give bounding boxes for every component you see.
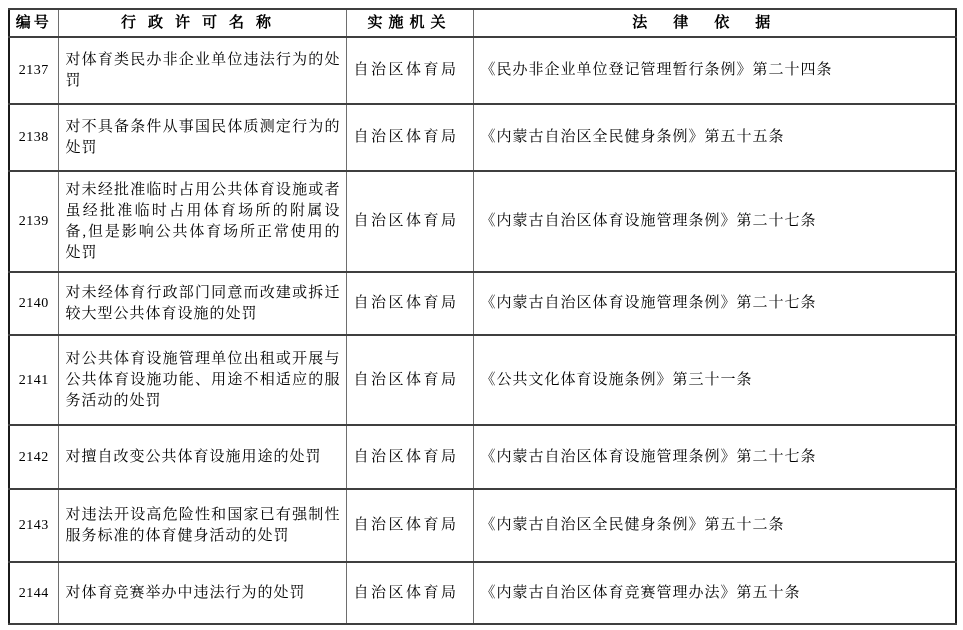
cell-name: 对擅自改变公共体育设施用途的处罚 bbox=[58, 425, 346, 489]
cell-name: 对体育竞赛举办中违法行为的处罚 bbox=[58, 562, 346, 624]
cell-name: 对体育类民办非企业单位违法行为的处罚 bbox=[58, 37, 346, 104]
table-row bbox=[9, 104, 956, 171]
cell-agency: 自治区体育局 bbox=[346, 104, 473, 171]
cell-legal: 《公共文化体育设施条例》第三十一条 bbox=[473, 335, 956, 425]
table-header-row bbox=[9, 9, 956, 37]
cell-agency: 自治区体育局 bbox=[346, 425, 473, 489]
header-id: 编号 bbox=[9, 9, 58, 37]
table-row bbox=[9, 171, 956, 272]
cell-legal: 《内蒙古自治区体育设施管理条例》第二十七条 bbox=[473, 272, 956, 335]
cell-name: 对公共体育设施管理单位出租或开展与公共体育设施功能、用途不相适应的服务活动的处罚 bbox=[58, 335, 346, 425]
table-row bbox=[9, 489, 956, 562]
cell-legal: 《民办非企业单位登记管理暂行条例》第二十四条 bbox=[473, 37, 956, 104]
cell-id: 2141 bbox=[9, 335, 58, 425]
cell-id: 2144 bbox=[9, 562, 58, 624]
table-row bbox=[9, 425, 956, 489]
cell-agency: 自治区体育局 bbox=[346, 562, 473, 624]
header-legal: 法律依据 bbox=[473, 9, 956, 37]
cell-name: 对未经体育行政部门同意而改建或拆迁较大型公共体育设施的处罚 bbox=[58, 272, 346, 335]
cell-id: 2140 bbox=[9, 272, 58, 335]
header-name: 行政许可名称 bbox=[58, 9, 346, 37]
cell-id: 2142 bbox=[9, 425, 58, 489]
cell-agency: 自治区体育局 bbox=[346, 335, 473, 425]
cell-id: 2137 bbox=[9, 37, 58, 104]
administrative-permit-table bbox=[8, 8, 957, 625]
table-row bbox=[9, 37, 956, 104]
cell-id: 2139 bbox=[9, 171, 58, 272]
cell-agency: 自治区体育局 bbox=[346, 272, 473, 335]
cell-legal: 《内蒙古自治区全民健身条例》第五十二条 bbox=[473, 489, 956, 562]
cell-name: 对未经批准临时占用公共体育设施或者虽经批准临时占用体育场所的附属设备,但是影响公共体育场所正常使用的处罚 bbox=[58, 171, 346, 272]
header-agency: 实施机关 bbox=[346, 9, 473, 37]
cell-name: 对不具备条件从事国民体质测定行为的处罚 bbox=[58, 104, 346, 171]
cell-agency: 自治区体育局 bbox=[346, 171, 473, 272]
table-row bbox=[9, 272, 956, 335]
cell-legal: 《内蒙古自治区全民健身条例》第五十五条 bbox=[473, 104, 956, 171]
cell-legal: 《内蒙古自治区体育设施管理条例》第二十七条 bbox=[473, 425, 956, 489]
table-row bbox=[9, 562, 956, 624]
cell-id: 2138 bbox=[9, 104, 58, 171]
cell-agency: 自治区体育局 bbox=[346, 489, 473, 562]
cell-name: 对违法开设高危险性和国家已有强制性服务标准的体育健身活动的处罚 bbox=[58, 489, 346, 562]
cell-agency: 自治区体育局 bbox=[346, 37, 473, 104]
table-row bbox=[9, 335, 956, 425]
cell-legal: 《内蒙古自治区体育设施管理条例》第二十七条 bbox=[473, 171, 956, 272]
cell-legal: 《内蒙古自治区体育竞赛管理办法》第五十条 bbox=[473, 562, 956, 624]
cell-id: 2143 bbox=[9, 489, 58, 562]
